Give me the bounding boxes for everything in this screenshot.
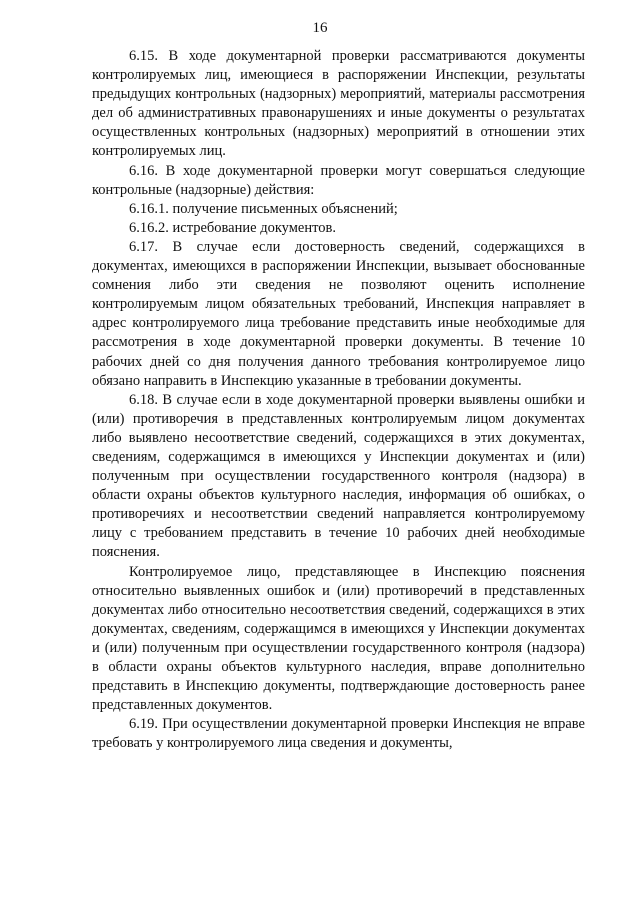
paragraph-6-16-2: 6.16.2. истребование документов. bbox=[129, 219, 336, 236]
paragraph-6-18: 6.18. В случае если в ходе документарной проверки выявлены ошибки и (или) противоречия в представленных контролируемым лицом документах либо выявлено несоответствие сведений, содержащихся в этих документах, сведениям, содержащимся в имеющихся у Инспекции документах и (или) полученным при осуществлении государственного контроля (надзора) в области охраны объектов культурного наследия, информация об ошибках, о противоречиях и несоответствии сведений направляется контролируемому лицу с требованием представить в течение 10 рабочих дней необходимые пояснения. bbox=[92, 391, 585, 561]
paragraph-explanations: Контролируемое лицо, представляющее в Инспекцию пояснения относительно выявленных ошибок и (или) противоречий в представленных документах либо относительно несоответствия сведений, содержащихся в этих документах, сведениям, содержащимся в имеющихся у Инспекции документах и (или) полученным при осуществлении государственного контроля (надзора) в области охраны объектов культурного наследия, вправе дополнительно представить в Инспекцию документы, подтверждающие достоверность ранее представленных документов. bbox=[92, 563, 585, 714]
paragraph-6-15: 6.15. В ходе документарной проверки рассматриваются документы контролируемых лиц, имеющиеся в распоряжении Инспекции, результаты предыдущих контрольных (надзорных) мероприятий, материалы рассмотрения дел об административных правонарушениях и иные документы о результатах осуществленных контрольных (надзорных) мероприятий в отношении этих контролируемых лиц. bbox=[92, 48, 585, 160]
paragraph-6-19: 6.19. При осуществлении документарной проверки Инспекция не вправе требовать у контролируемого лица сведения и документы, bbox=[92, 716, 585, 752]
paragraph-6-17: 6.17. В случае если достоверность сведений, содержащихся в документах, имеющихся в распоряжении Инспекции, вызывает обоснованные сомнения либо эти сведения не позволяют оценить исполнение контролируемым лицом обязательных требований, Инспекция направляет в адрес контролируемого лица требование представить иные необходимые для рассмотрения в ходе документарной проверки документы. В течение 10 рабочих дней со дня получения данного требования контролируемое лицо обязано направить в Инспекцию указанные в требовании документы. bbox=[92, 238, 585, 389]
document-body bbox=[92, 47, 585, 753]
paragraph-6-16: 6.16. В ходе документарной проверки могут совершаться следующие контрольные (надзорные) действия: bbox=[92, 162, 585, 198]
paragraph-6-16-1: 6.16.1. получение письменных объяснений; bbox=[129, 200, 398, 217]
page-number: 16 bbox=[312, 20, 328, 36]
